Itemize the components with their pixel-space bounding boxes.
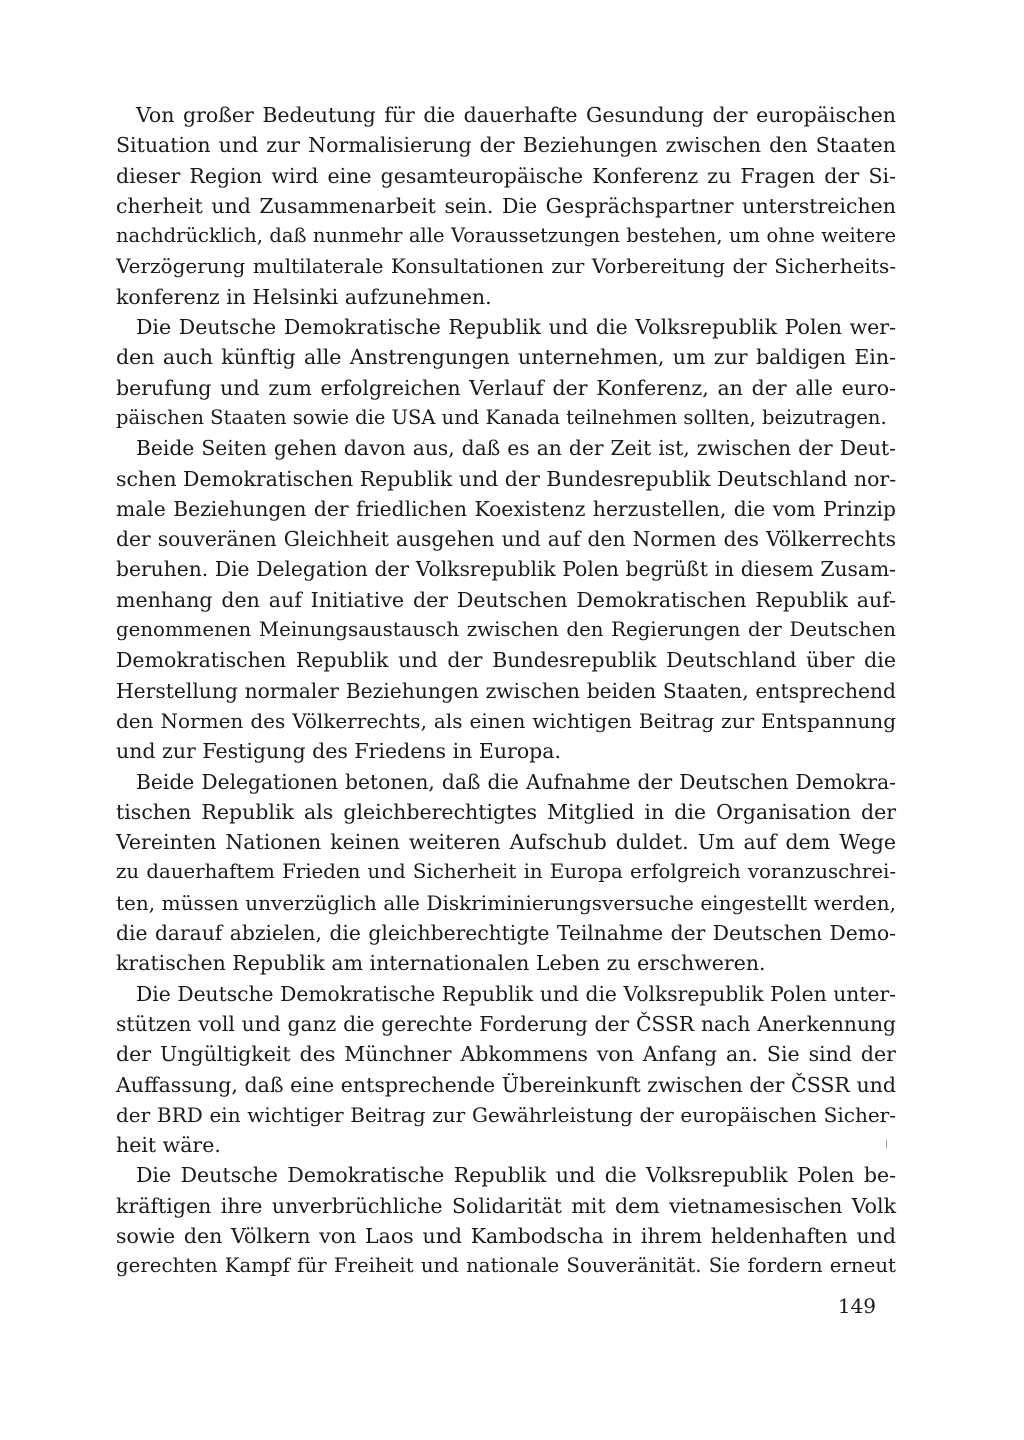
text-line: Herstellung normaler Beziehungen zwischen beiden Staaten, entsprechend [116, 678, 896, 703]
paragraph [116, 979, 896, 1161]
text-line: ten, müssen unverzüglich alle Diskriminierungsversuche eingestellt werden, [116, 890, 896, 915]
text-line: päischen Staaten sowie die USA und Kanada teilnehmen sollten, beizutragen. [116, 405, 887, 429]
text-line: konferenz in Helsinki aufzunehmen. [116, 284, 492, 309]
text-line: Die Deutsche Demokratische Republik und die Volksrepublik Polen wer- [136, 315, 896, 340]
scan-artifact [886, 1140, 887, 1148]
text-line: beruhen. Die Delegation der Volksrepublik Polen begrüßt in diesem Zusam- [116, 557, 896, 582]
paragraph [116, 767, 896, 979]
text-line: den Normen des Völkerrechts, als einen wichtigen Beitrag zur Entspannung [116, 708, 896, 733]
text-line: Demokratischen Republik und der Bundesrepublik Deutschland über die [116, 648, 896, 673]
text-line: Die Deutsche Demokratische Republik und die Volksrepublik Polen unter- [136, 981, 896, 1006]
text-line: Verzögerung multilaterale Konsultationen zur Vorbereitung der Sicherheits- [116, 254, 896, 279]
text-line: Von großer Bedeutung für die dauerhafte Gesundung der europäischen [136, 103, 896, 127]
text-line: schen Demokratischen Republik und der Bundesrepublik Deutschland nor- [116, 466, 897, 491]
text-line: der BRD ein wichtiger Beitrag zur Gewährleistung der europäischen Sicher- [116, 1102, 896, 1127]
text-line: male Beziehungen der friedlichen Koexistenz herzustellen, die vom Prinzip [116, 496, 896, 521]
text-line: berufung und zum erfolgreichen Verlauf der Konferenz, an der alle euro- [116, 375, 896, 400]
text-line: dieser Region wird eine gesamteuropäische Konferenz zu Fragen der Si- [116, 163, 896, 188]
text-line: der souveränen Gleichheit ausgehen und auf den Normen des Völkerrechts [116, 527, 896, 552]
paragraph [116, 433, 896, 766]
text-line: der Ungültigkeit des Münchner Abkommens von Anfang an. Sie sind der [116, 1042, 896, 1067]
text-line: Beide Seiten gehen davon aus, daß es an der Zeit ist, zwischen der Deut- [136, 436, 896, 461]
text-line: Situation und zur Normalisierung der Beziehungen zwischen den Staaten [116, 133, 896, 158]
text-line: heit wäre. [116, 1133, 221, 1158]
text-line: stützen voll und ganz die gerechte Forderung der ČSSR nach Anerkennung [116, 1011, 896, 1036]
text-line: menhang den auf Initiative der Deutschen Demokratischen Republik auf- [116, 587, 896, 612]
text-line: tischen Republik als gleichberechtigtes Mitglied in die Organisation der [116, 799, 896, 824]
text-line: kratischen Republik am internationalen Leben zu erschweren. [116, 951, 766, 976]
paragraph [116, 100, 896, 312]
text-line: kräftigen ihre unverbrüchliche Solidarität mit dem vietnamesischen Volk [116, 1193, 896, 1218]
text-line: die darauf abzielen, die gleichberechtigte Teilnahme der Deutschen Demo- [116, 921, 896, 946]
text-line: Beide Delegationen betonen, daß die Aufnahme der Deutschen Demokra- [136, 769, 896, 794]
page-number: 149 [837, 1294, 876, 1318]
text-line: Vereinten Nationen keinen weiteren Aufschub duldet. Um auf dem Wege [116, 830, 896, 855]
paragraph [116, 1160, 896, 1281]
text-line: Auffassung, daß eine entsprechende Übereinkunft zwischen der ČSSR und [116, 1072, 896, 1097]
text-line: sowie den Völkern von Laos und Kambodscha in ihrem heldenhaften und [116, 1223, 896, 1248]
text-line: nachdrücklich, daß nunmehr alle Voraussetzungen bestehen, um ohne weitere [116, 224, 896, 248]
text-line: gerechten Kampf für Freiheit und nationale Souveränität. Sie fordern erneut [116, 1254, 896, 1278]
text-line: cherheit und Zusammenarbeit sein. Die Gesprächspartner unterstreichen [116, 193, 896, 218]
text-line: den auch künftig alle Anstrengungen unternehmen, um zur baldigen Ein- [116, 345, 896, 370]
document-body [116, 100, 896, 1282]
text-line: zu dauerhaftem Frieden und Sicherheit in Europa erfolgreich voranzuschrei- [116, 860, 896, 884]
paragraph [116, 312, 896, 433]
text-line: genommenen Meinungsaustausch zwischen den Regierungen der Deutschen [116, 618, 896, 642]
text-line: und zur Festigung des Friedens in Europa. [116, 739, 562, 764]
text-line: Die Deutsche Demokratische Republik und die Volksrepublik Polen be- [136, 1163, 896, 1188]
